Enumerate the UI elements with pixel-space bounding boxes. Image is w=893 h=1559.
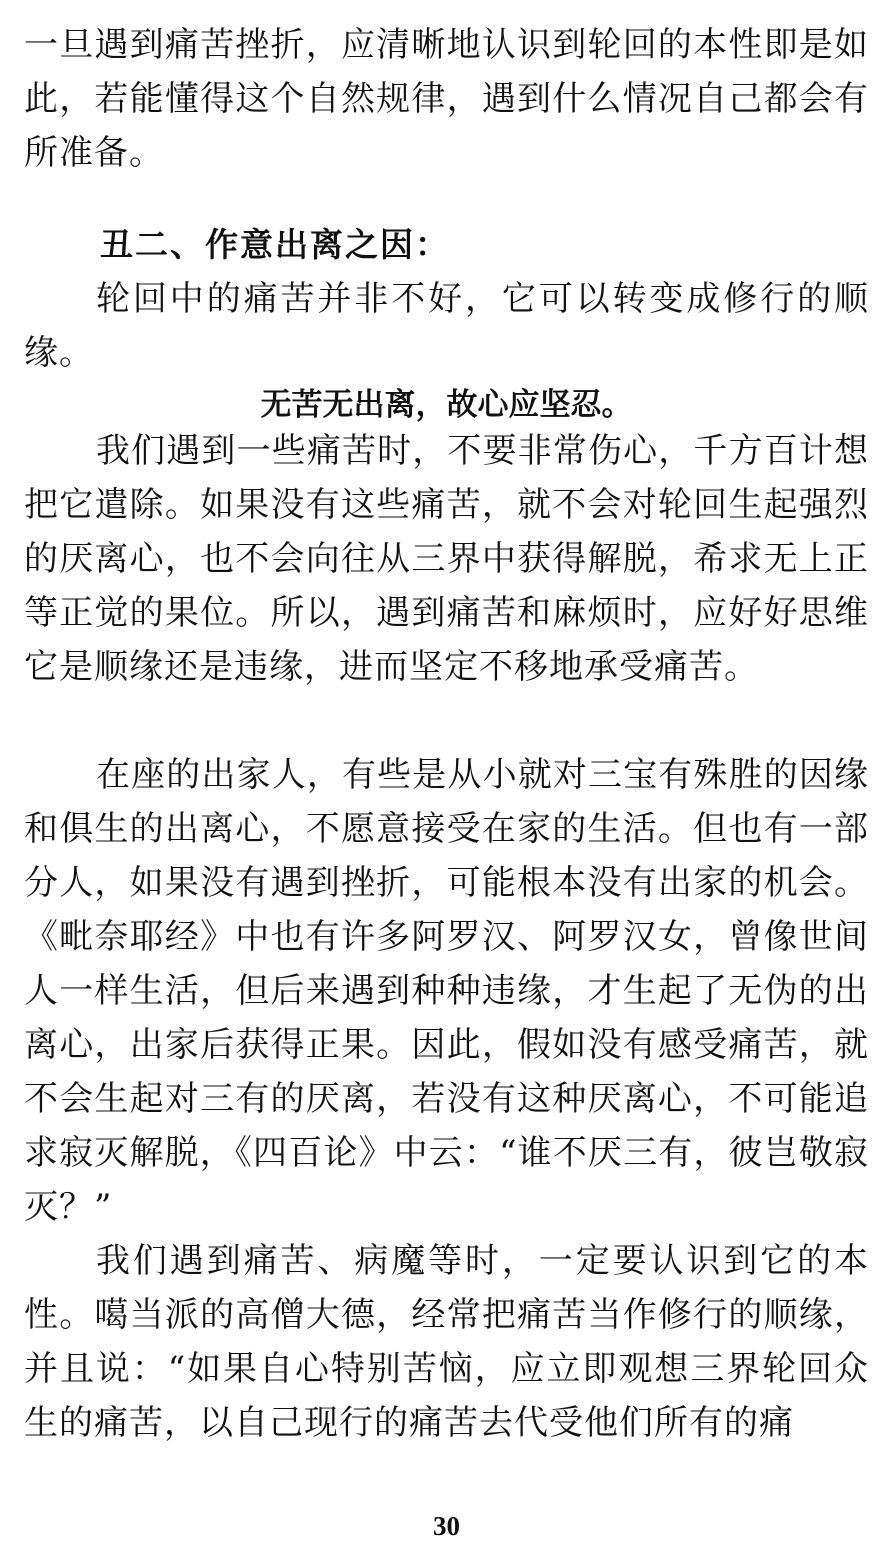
root-verse: 无苦无出离，故心应坚忍。 [260,387,633,423]
section-heading: 丑二、作意出离之因： [100,225,450,264]
paragraph-continued: 一旦遇到痛苦挫折，应清晰地认识到轮回的本性即是如此，若能懂得这个自然规律，遇到什么情况自己都会有所准备。 [24,25,869,173]
paragraph-kadampa: 我们遇到痛苦、病魔等时，一定要认识到它的本性。噶当派的高僧大德，经常把痛苦当作修行的顺缘，并且说：“如果自心特别苦恼，应立即观想三界轮回众生的痛苦，以自己现行的痛苦去代受他们所有的痛 [24,1241,869,1443]
paragraph-renunciants: 在座的出家人，有些是从小就对三宝有殊胜的因缘和俱生的出离心，不愿意接受在家的生活。但也有一部分人，如果没有遇到挫折，可能根本没有出家的机会。《毗奈耶经》中也有许多阿罗汉、阿罗汉女，曾像世间人一样生活，但后来遇到种种违缘，才生起了无伪的出离心，出家后获得正果。因此，假如没有感受痛苦，就不会生起对三有的厌离，若没有这种厌离心，不可能追求寂灭解脱，《四百论》中云：“谁不厌三有，彼岂敬寂灭？” [24,755,869,1227]
paragraph-suffering: 我们遇到一些痛苦时，不要非常伤心，千方百计想把它遣除。如果没有这些痛苦，就不会对轮回生起强烈的厌离心，也不会向往从三界中获得解脱，希求无上正等正觉的果位。所以，遇到痛苦和麻烦时，应好好思维它是顺缘还是违缘，进而坚定不移地承受痛苦。 [24,431,869,687]
paragraph-intro: 轮回中的痛苦并非不好，它可以转变成修行的顺缘。 [24,279,869,373]
page-number: 30 [433,1511,460,1541]
